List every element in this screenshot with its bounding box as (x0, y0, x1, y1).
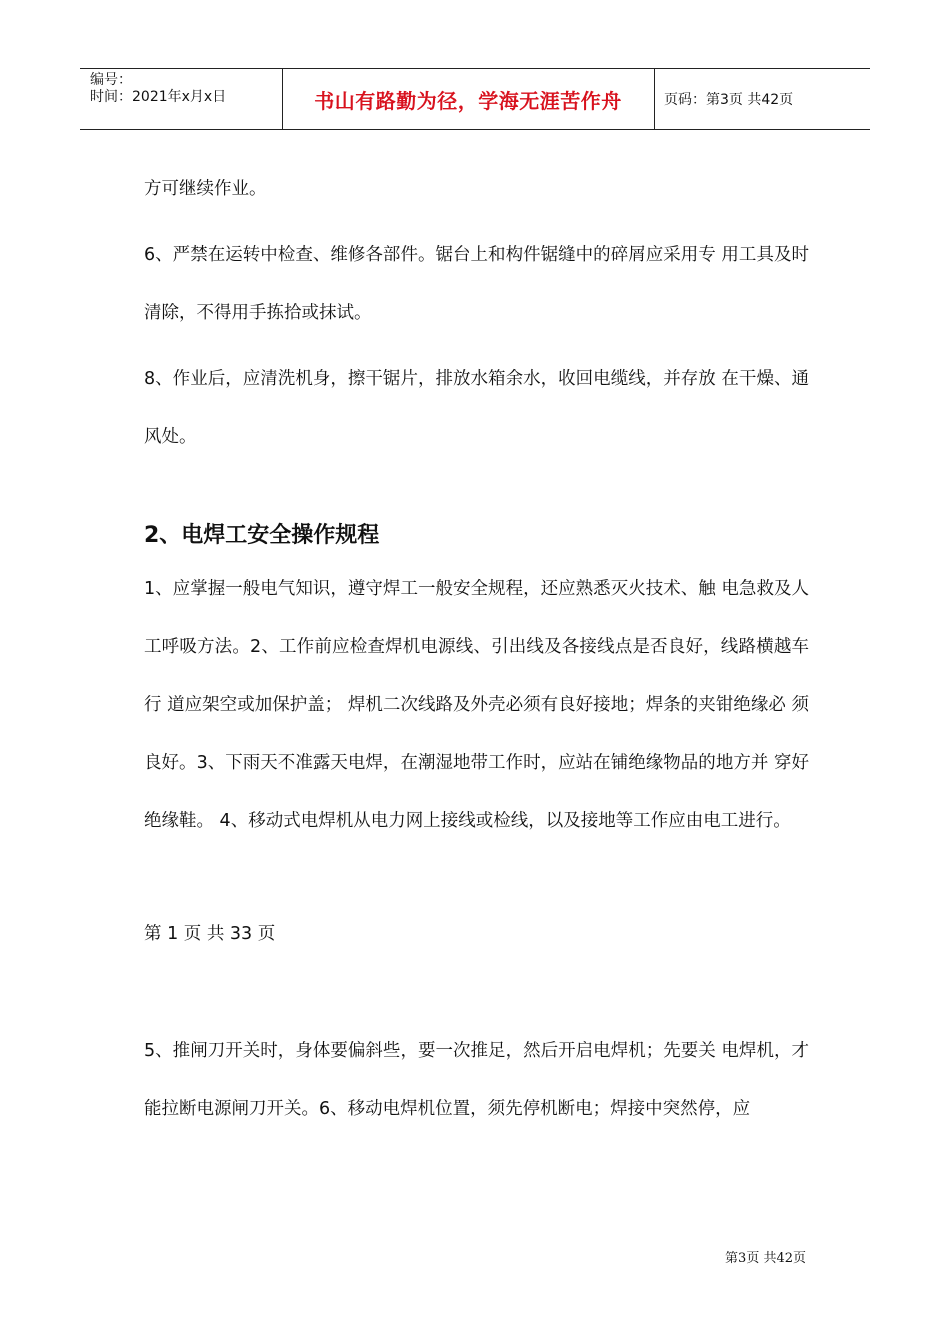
paragraph-item-8: 8、作业后，应清洗机身，擦干锯片，排放水箱余水，收回电缆线，并存放 在干燥、通风处。 (144, 369, 809, 447)
header-time-label: 时间：2021年x月x日 (90, 89, 227, 105)
header-number-label: 编号： (90, 72, 132, 88)
paragraph-continue: 方可继续作业。 (144, 179, 267, 199)
section-title: 2、电焊工安全操作规程 (144, 523, 380, 548)
document-body (144, 160, 809, 1138)
paragraph-welder-rules: 1、应掌握一般电气知识，遵守焊工一般安全规程，还应熟悉灭火技术、触 电急救及人工呼吸方法。2、工作前应检查焊机电源线、引出线及各接线点是否良好，线路横越车行 道应架空或加保护盖； 焊机二次线路及外壳必须有良好接地；焊条的夹钳绝缘必 须良好。3、下雨天不准露天电焊，在潮湿地带工作时，应站在铺绝缘物品的地方并 穿好绝缘鞋。 4、移动式电焊机从电力网上接线或检线，以及接地等工作应由电工进行。 (144, 579, 809, 831)
page-footer: 第3页 共42页 (725, 1251, 806, 1266)
header-meta (80, 69, 282, 129)
paragraph-item-6: 6、严禁在运转中检查、维修各部件。锯台上和构件锯缝中的碎屑应采用专 用工具及时清除，不得用手拣拾或抹试。 (144, 245, 809, 323)
page-header (80, 68, 870, 130)
header-divider-right (654, 69, 655, 129)
header-page-info: 页码：第3页 共42页 (664, 92, 794, 108)
header-motto: 书山有路勤为径，学海无涯苦作舟 (314, 88, 622, 113)
paragraph-item-5: 5、推闸刀开关时，身体要偏斜些，要一次推足，然后开启电焊机；先要关 电焊机，才能拉断电源闸刀开关。6、移动电焊机位置，须先停机断电；焊接中突然停，应 (144, 1041, 809, 1119)
page-number-note: 第 1 页 共 33 页 (144, 924, 276, 944)
